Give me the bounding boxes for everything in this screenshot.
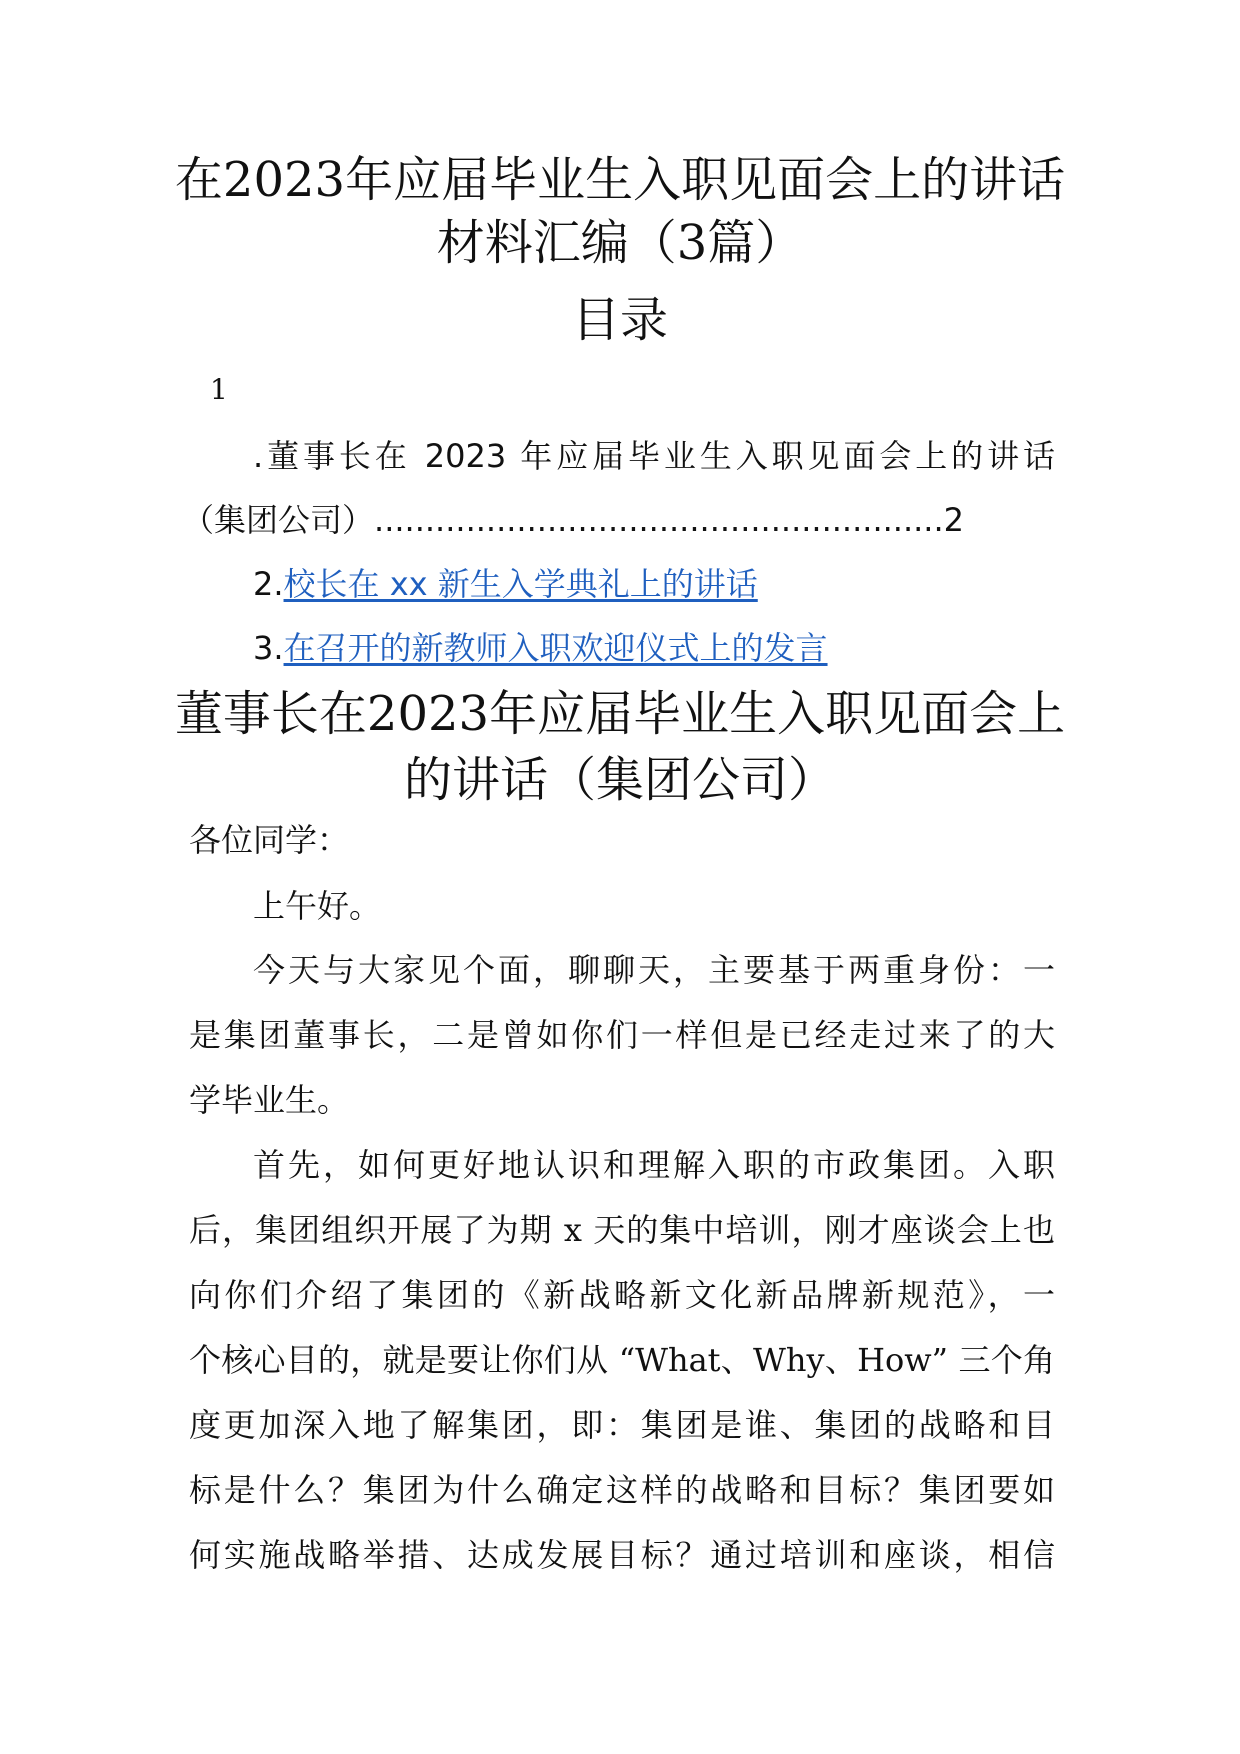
document-title-text: 年应届毕业生入职见面会上的讲话	[345, 152, 1066, 208]
section-title-line-1	[150, 684, 1090, 744]
paragraph-2-line: 首先，如何更好地认识和理解入职的市政集团。入职	[253, 1146, 1055, 1184]
toc-dot-leader: ........................................................	[374, 501, 944, 539]
document-title-text: 材料汇编（	[436, 215, 677, 271]
paragraph-text: 后，集团组织开展了为期	[189, 1211, 553, 1249]
document-title-text: 篇）	[707, 215, 804, 271]
document-title-year: 2023	[222, 152, 346, 208]
paragraph-variable: x	[563, 1211, 582, 1249]
document-title-line-2	[150, 213, 1090, 273]
paragraph-2-line: 标是什么？集团为什么确定这样的战略和目标？集团要如	[189, 1471, 1055, 1509]
section-title-year: 2023	[366, 686, 490, 742]
paragraph-2-line	[189, 1208, 1055, 1252]
toc-heading: 目录	[571, 292, 668, 348]
toc-item-2-link[interactable]: 校长在 xx 新生入学典礼上的讲话	[283, 565, 758, 603]
section-title-text: 董事长在	[174, 686, 367, 742]
document-title-count: 3	[676, 215, 708, 271]
greeting: 上午好。	[253, 887, 382, 925]
toc-item-3-number: 3.	[253, 629, 284, 667]
paragraph-2-line: 向你们介绍了集团的《新战略新文化新品牌新规范》，一	[189, 1276, 1055, 1314]
section-title-line-2: 的讲话（集团公司）	[403, 752, 836, 808]
paragraph-quote: “What、Why、How”	[618, 1341, 949, 1379]
toc-page-number: 2	[943, 501, 964, 539]
paragraph-1-line: 今天与大家见个面，聊聊天，主要基于两重身份：一	[253, 951, 1055, 989]
paragraph-2-line: 何实施战略举措、达成发展目标？通过培训和座谈，相信	[189, 1536, 1055, 1574]
toc-item-1-text: （集团公司）	[182, 501, 375, 539]
toc-item-1-number: 1	[210, 373, 228, 406]
paragraph-1-line: 是集团董事长，二是曾如你们一样但是已经走过来了的大	[189, 1016, 1055, 1054]
section-title-text: 年应届毕业生入职见面会上	[489, 686, 1066, 742]
toc-item-2-number: 2.	[253, 565, 284, 603]
salutation: 各位同学：	[189, 821, 350, 859]
toc-item-1-line-2[interactable]	[182, 498, 964, 542]
toc-item-3	[253, 626, 828, 670]
document-title-text: 在	[174, 152, 223, 208]
paragraph-text: 天的集中培训，刚才座谈会上也	[593, 1211, 1055, 1249]
document-title-line-1	[150, 150, 1090, 210]
toc-item-3-link[interactable]: 在召开的新教师入职欢迎仪式上的发言	[283, 629, 828, 667]
toc-item-1-line-1[interactable]: .董事长在 2023 年应届毕业生入职见面会上的讲话	[253, 437, 1055, 475]
paragraph-text: 个核心目的，就是要让你们从	[189, 1341, 609, 1379]
paragraph-2-line: 度更加深入地了解集团，即：集团是谁、集团的战略和目	[189, 1406, 1055, 1444]
paragraph-text: 三个角	[958, 1341, 1055, 1379]
toc-item-2	[253, 562, 758, 606]
paragraph-1-line: 学毕业生。	[189, 1081, 350, 1119]
paragraph-2-line	[189, 1338, 1055, 1382]
